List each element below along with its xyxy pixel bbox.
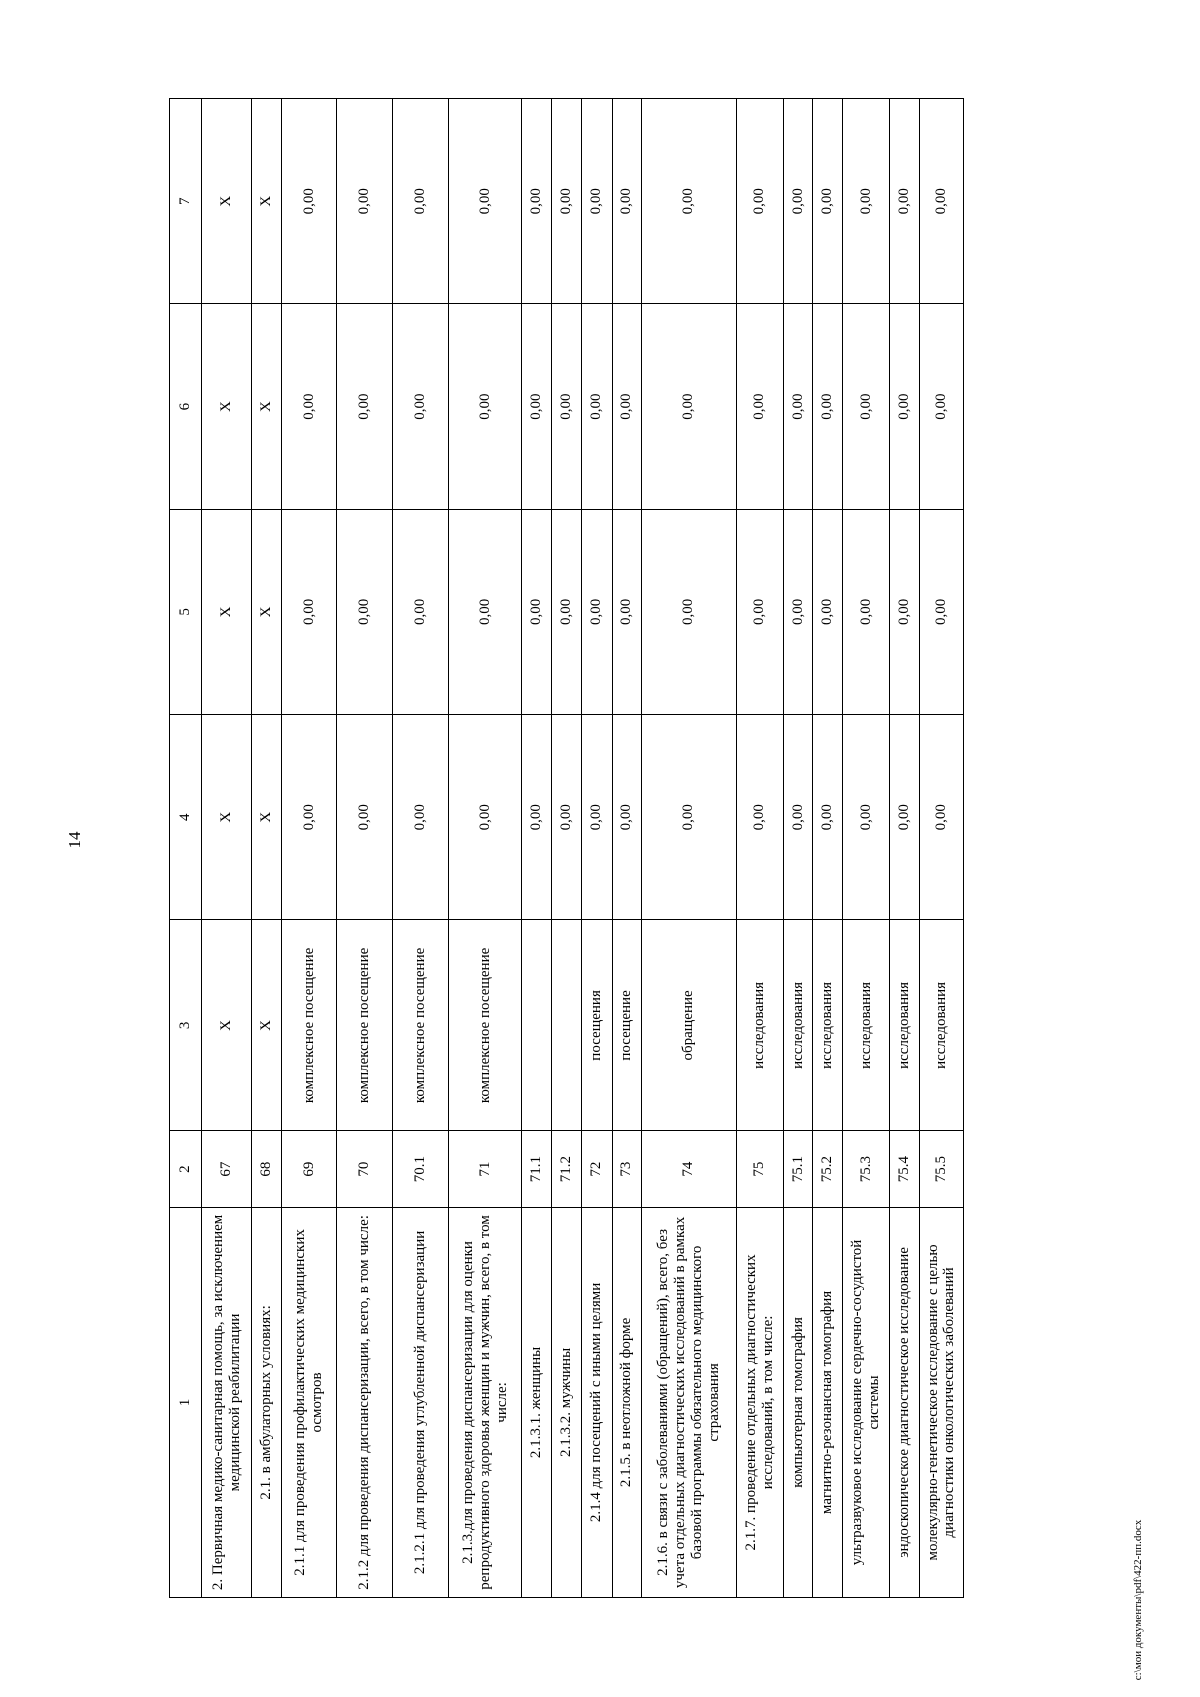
row-code-cell: 71 [448, 1131, 522, 1207]
row-value-cell: 0,00 [919, 509, 963, 714]
row-name-cell: 2. Первичная медико-санитарная помощь, за исключением медицинской реабилитации [201, 1207, 252, 1597]
row-value-cell: 0,00 [448, 715, 522, 920]
row-value-cell: 0,00 [522, 715, 552, 920]
row-value-cell: 0,00 [282, 715, 337, 920]
row-value-cell: 0,00 [392, 99, 448, 304]
row-name-cell: 2.1.1 для проведения профилактических медицинских осмотров [282, 1207, 337, 1597]
row-name-cell: 2.1.7. проведение отдельных диагностических исследований, в том числе: [736, 1207, 783, 1597]
row-value-cell: 0,00 [642, 509, 736, 714]
table-row [843, 99, 890, 1598]
row-value-cell: 0,00 [736, 304, 783, 509]
row-unit-cell: X [201, 920, 252, 1131]
row-code-cell: 71.2 [552, 1131, 582, 1207]
header-row [170, 99, 202, 1598]
table-row [282, 99, 337, 1598]
footer-file-path: c:\мои документы\pdf\422-пп.docx [1132, 1519, 1144, 1681]
row-value-cell: 0,00 [736, 509, 783, 714]
row-value-cell: 0,00 [736, 715, 783, 920]
table-row [552, 99, 582, 1598]
table-row [581, 99, 612, 1598]
row-name-cell: эндоскопическое диагностическое исследование [890, 1207, 920, 1597]
row-unit-cell: посещения [581, 920, 612, 1131]
row-value-cell: 0,00 [522, 509, 552, 714]
rotated-table-wrapper [169, 98, 964, 1598]
table-row [642, 99, 736, 1598]
row-code-cell: 74 [642, 1131, 736, 1207]
row-value-cell: 0,00 [843, 304, 890, 509]
header-cell: 7 [170, 99, 202, 304]
row-value-cell: 0,00 [448, 509, 522, 714]
row-value-cell: 0,00 [448, 99, 522, 304]
row-unit-cell: X [252, 920, 282, 1131]
row-unit-cell [522, 920, 552, 1131]
row-unit-cell: комплексное посещение [336, 920, 392, 1131]
row-value-cell: 0,00 [282, 99, 337, 304]
table-row [522, 99, 552, 1598]
table-row [336, 99, 392, 1598]
row-name-cell: 2.1.3.для проведения диспансеризации для оценки репродуктивного здоровья женщин и мужчин, всего, в том числе: [448, 1207, 522, 1597]
row-name-cell: 2.1.3.1. женщины [522, 1207, 552, 1597]
row-value-cell: X [201, 304, 252, 509]
row-name-cell: магнитно-резонансная томография [813, 1207, 843, 1597]
row-value-cell: X [252, 304, 282, 509]
row-code-cell: 70 [336, 1131, 392, 1207]
row-value-cell: 0,00 [843, 99, 890, 304]
row-value-cell: 0,00 [919, 99, 963, 304]
row-name-cell: молекулярно-генетическое исследование с целью диагностики онкологических заболеваний [919, 1207, 963, 1597]
table-row [612, 99, 642, 1598]
row-name-cell: 2.1.5. в неотложной форме [612, 1207, 642, 1597]
row-value-cell: 0,00 [336, 509, 392, 714]
row-value-cell: 0,00 [783, 509, 813, 714]
row-value-cell: 0,00 [522, 99, 552, 304]
row-unit-cell: исследования [813, 920, 843, 1131]
row-value-cell: 0,00 [612, 509, 642, 714]
row-code-cell: 75.1 [783, 1131, 813, 1207]
row-value-cell: 0,00 [919, 715, 963, 920]
row-value-cell: 0,00 [522, 304, 552, 509]
row-value-cell: 0,00 [581, 715, 612, 920]
row-value-cell: 0,00 [392, 715, 448, 920]
row-value-cell: X [201, 99, 252, 304]
row-value-cell: 0,00 [552, 99, 582, 304]
row-value-cell: 0,00 [336, 304, 392, 509]
row-value-cell: 0,00 [642, 304, 736, 509]
row-name-cell: 2.1.2.1 для проведения углубленной диспансеризации [392, 1207, 448, 1597]
table-row [736, 99, 783, 1598]
row-value-cell: 0,00 [890, 304, 920, 509]
row-name-cell: 2.1.2 для проведения диспансеризации, всего, в том числе: [336, 1207, 392, 1597]
row-value-cell: 0,00 [642, 99, 736, 304]
row-unit-cell: исследования [843, 920, 890, 1131]
page-number: 14 [65, 831, 84, 849]
row-value-cell: 0,00 [736, 99, 783, 304]
row-unit-cell [552, 920, 582, 1131]
row-value-cell: X [252, 99, 282, 304]
row-value-cell: 0,00 [392, 304, 448, 509]
row-value-cell: 0,00 [843, 509, 890, 714]
row-value-cell: 0,00 [581, 304, 612, 509]
row-code-cell: 75.2 [813, 1131, 843, 1207]
row-value-cell: 0,00 [581, 99, 612, 304]
row-value-cell: 0,00 [813, 715, 843, 920]
row-code-cell: 68 [252, 1131, 282, 1207]
row-name-cell: ультразвуковое исследование сердечно-сосудистой системы [843, 1207, 890, 1597]
row-value-cell: 0,00 [552, 304, 582, 509]
table-row [201, 99, 252, 1598]
data-table [169, 98, 964, 1598]
row-unit-cell: исследования [890, 920, 920, 1131]
row-value-cell: 0,00 [612, 304, 642, 509]
row-value-cell: 0,00 [448, 304, 522, 509]
table-row [783, 99, 813, 1598]
row-value-cell: 0,00 [843, 715, 890, 920]
table-row [252, 99, 282, 1598]
row-value-cell: 0,00 [336, 99, 392, 304]
row-value-cell: 0,00 [813, 509, 843, 714]
row-code-cell: 75.3 [843, 1131, 890, 1207]
header-cell: 4 [170, 715, 202, 920]
row-name-cell: 2.1.4 для посещений с иными целями [581, 1207, 612, 1597]
row-name-cell: 2.1.6. в связи с заболеваниями (обращений), всего, без учета отдельных диагностических исследований в рамках базовой программы обязательного медицинского страхования [642, 1207, 736, 1597]
row-name-cell: 2.1.3.2. мужчины [552, 1207, 582, 1597]
row-value-cell: X [201, 509, 252, 714]
row-value-cell: 0,00 [336, 715, 392, 920]
row-name-cell: компьютерная томография [783, 1207, 813, 1597]
row-value-cell: 0,00 [890, 509, 920, 714]
row-value-cell: 0,00 [392, 509, 448, 714]
row-value-cell: 0,00 [581, 509, 612, 714]
row-value-cell: 0,00 [813, 304, 843, 509]
row-unit-cell: исследования [783, 920, 813, 1131]
row-value-cell: X [201, 715, 252, 920]
row-code-cell: 75.5 [919, 1131, 963, 1207]
table-body [170, 99, 964, 1598]
row-unit-cell: исследования [919, 920, 963, 1131]
row-value-cell: 0,00 [919, 304, 963, 509]
row-value-cell: X [252, 509, 282, 714]
row-value-cell: 0,00 [282, 304, 337, 509]
table-row [890, 99, 920, 1598]
row-unit-cell: исследования [736, 920, 783, 1131]
header-cell: 3 [170, 920, 202, 1131]
row-value-cell: 0,00 [783, 99, 813, 304]
row-name-cell: 2.1. в амбулаторных условиях: [252, 1207, 282, 1597]
table-row [813, 99, 843, 1598]
row-value-cell: 0,00 [612, 99, 642, 304]
row-unit-cell: комплексное посещение [392, 920, 448, 1131]
row-code-cell: 72 [581, 1131, 612, 1207]
row-unit-cell: комплексное посещение [448, 920, 522, 1131]
row-value-cell: 0,00 [783, 304, 813, 509]
row-unit-cell: посещение [612, 920, 642, 1131]
row-unit-cell: обращение [642, 920, 736, 1131]
row-code-cell: 67 [201, 1131, 252, 1207]
row-value-cell: X [252, 715, 282, 920]
row-code-cell: 73 [612, 1131, 642, 1207]
row-value-cell: 0,00 [552, 509, 582, 714]
row-value-cell: 0,00 [282, 509, 337, 714]
row-unit-cell: комплексное посещение [282, 920, 337, 1131]
row-value-cell: 0,00 [783, 715, 813, 920]
row-value-cell: 0,00 [890, 99, 920, 304]
table-row [448, 99, 522, 1598]
table-row [392, 99, 448, 1598]
row-code-cell: 71.1 [522, 1131, 552, 1207]
row-code-cell: 70.1 [392, 1131, 448, 1207]
header-cell: 6 [170, 304, 202, 509]
header-cell: 5 [170, 509, 202, 714]
row-value-cell: 0,00 [642, 715, 736, 920]
header-cell: 1 [170, 1207, 202, 1597]
row-value-cell: 0,00 [552, 715, 582, 920]
table-row [919, 99, 963, 1598]
row-code-cell: 75 [736, 1131, 783, 1207]
header-cell: 2 [170, 1131, 202, 1207]
row-value-cell: 0,00 [813, 99, 843, 304]
row-value-cell: 0,00 [890, 715, 920, 920]
row-value-cell: 0,00 [612, 715, 642, 920]
row-code-cell: 69 [282, 1131, 337, 1207]
row-code-cell: 75.4 [890, 1131, 920, 1207]
